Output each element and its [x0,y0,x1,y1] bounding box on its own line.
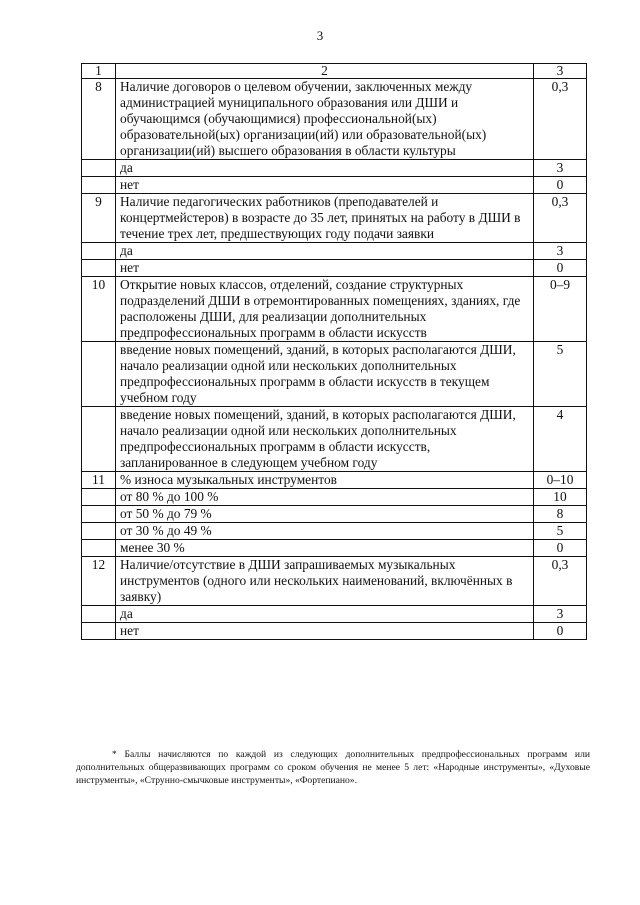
header-col-3: 3 [534,64,587,79]
row-number [82,623,116,640]
row-score: 8 [534,506,587,523]
row-criterion-text: от 80 % до 100 % [116,489,534,506]
row-criterion-text: введение новых помещений, зданий, в которых располагаются ДШИ, начало реализации одной или нескольких дополнительных предпрофессиональных программ в области искусств в текущем учебном году [116,342,534,407]
row-criterion-text: да [116,160,534,177]
criteria-table [81,63,587,640]
table-row [82,243,587,260]
row-criterion-text: % износа музыкальных инструментов [116,472,534,489]
table-row [82,277,587,342]
row-criterion-text: от 30 % до 49 % [116,523,534,540]
row-criterion-text: Открытие новых классов, отделений, создание структурных подразделений ДШИ в отремонтированных помещениях, зданиях, где расположены ДШИ, для реализации дополнительных предпрофессиональных программ в области искусств [116,277,534,342]
row-number [82,606,116,623]
row-score: 0,3 [534,194,587,243]
row-score: 0,3 [534,557,587,606]
page-number: 3 [316,28,324,43]
row-score: 0 [534,623,587,640]
row-score: 5 [534,523,587,540]
table-row [82,623,587,640]
row-score: 4 [534,407,587,472]
row-criterion-text: от 50 % до 79 % [116,506,534,523]
row-criterion-text: да [116,606,534,623]
row-number: 11 [82,472,116,489]
row-criterion-text: Наличие/отсутствие в ДШИ запрашиваемых музыкальных инструментов (одного или нескольких наименований, включённых в заявку) [116,557,534,606]
table-row [82,407,587,472]
table-row [82,342,587,407]
row-criterion-text: да [116,243,534,260]
table-row [82,160,587,177]
table-row [82,523,587,540]
row-criterion-text: введение новых помещений, зданий, в которых располагаются ДШИ, начало реализации одной или нескольких дополнительных предпрофессиональных программ в области искусств, запланированное в следующем учебном году [116,407,534,472]
row-score: 0 [534,540,587,557]
row-number: 9 [82,194,116,243]
row-criterion-text: нет [116,260,534,277]
table-row [82,260,587,277]
row-number [82,489,116,506]
row-number: 8 [82,79,116,160]
row-score: 0 [534,260,587,277]
row-criterion-text: менее 30 % [116,540,534,557]
row-score: 0–9 [534,277,587,342]
footnote: * Баллы начисляются по каждой из следующих дополнительных предпрофессиональных программ или дополнительных общеразвивающих программ со сроком обучения не менее 5 лет: «Народные инструменты», «Духовые инструменты», «Струнно-смычковые инструменты», «Фортепиано». [76,749,590,786]
row-number: 12 [82,557,116,606]
table-row [82,540,587,557]
row-score: 0 [534,177,587,194]
table-row [82,194,587,243]
row-number [82,177,116,194]
table-row [82,79,587,160]
table-header-row [82,64,587,79]
table-row [82,557,587,606]
row-criterion-text: Наличие педагогических работников (преподавателей и концертмейстеров) в возрасте до 35 лет, принятых на работу в ДШИ в течение трех лет, предшествующих году подачи заявки [116,194,534,243]
row-number [82,160,116,177]
row-score: 0,3 [534,79,587,160]
row-number [82,523,116,540]
header-col-2: 2 [116,64,534,79]
row-criterion-text: нет [116,177,534,194]
row-score: 10 [534,489,587,506]
header-col-1: 1 [82,64,116,79]
row-number [82,342,116,407]
row-criterion-text: нет [116,623,534,640]
row-number [82,506,116,523]
table-row [82,506,587,523]
row-score: 0–10 [534,472,587,489]
row-score: 5 [534,342,587,407]
row-number: 10 [82,277,116,342]
table-row [82,177,587,194]
table-row [82,489,587,506]
row-score: 3 [534,606,587,623]
table-row [82,606,587,623]
row-criterion-text: Наличие договоров о целевом обучении, заключенных между администрацией муниципального образования или ДШИ и обучающимся (обучающимися) профессиональной(ых) образовательной(ых) организации(ий) или образовательной(ых) организации(ий) высшего образования в области культуры [116,79,534,160]
row-score: 3 [534,243,587,260]
row-number [82,540,116,557]
row-score: 3 [534,160,587,177]
row-number [82,260,116,277]
row-number [82,407,116,472]
row-number [82,243,116,260]
table-row [82,472,587,489]
